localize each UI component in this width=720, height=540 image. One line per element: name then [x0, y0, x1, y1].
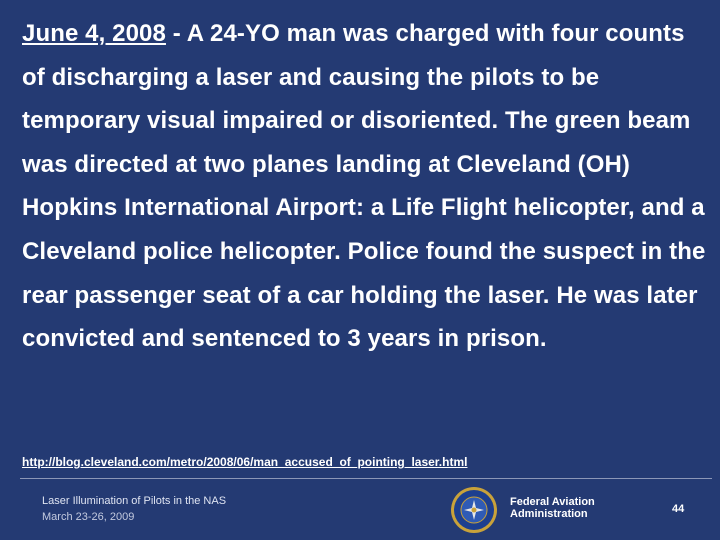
agency-name [510, 496, 595, 520]
body-text: - A 24-YO man was charged with four counts of discharging a laser and causing the pilots to be temporary visual impaired or disoriented. The green beam was directed at two planes landing at Cleveland (OH) Hopkins International Airport: a Life Flight helicopter, and a Cleveland police helicopter. Police found the suspect in the rear passenger seat of a car holding the laser. He was later convicted and sentenced to 3 years in prison. [22, 20, 706, 353]
faa-seal-icon [450, 486, 498, 534]
page-number: 44 [672, 503, 685, 515]
source-url-link[interactable]: http://blog.cleveland.com/metro/2008/06/man_accused_of_pointing_laser.html [22, 455, 468, 469]
agency-line-2: Administration [510, 508, 588, 520]
presentation-date: March 23-26, 2009 [42, 511, 135, 523]
footer-presentation-info [42, 493, 226, 525]
agency-line-1: Federal Aviation [510, 496, 595, 508]
presentation-title: Laser Illumination of Pilots in the NAS [42, 495, 227, 507]
date-link[interactable]: June 4, 2008 [22, 20, 166, 47]
slide-body-text [22, 12, 712, 361]
footer-divider [20, 478, 712, 479]
